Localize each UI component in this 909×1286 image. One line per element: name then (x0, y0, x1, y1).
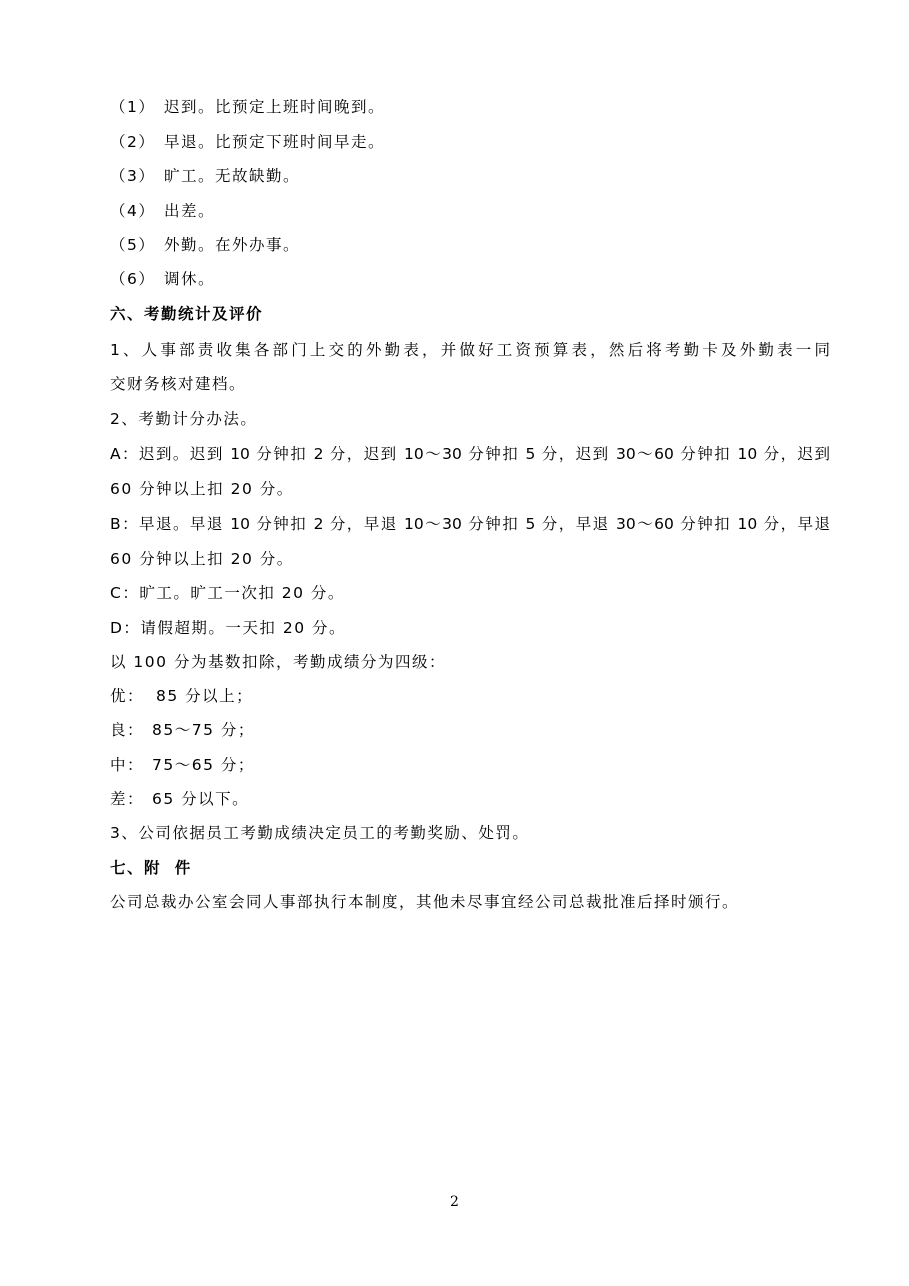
rule-b-line: B：早退。早退 10 分钟扣 2 分，早退 10～30 分钟扣 5 分，早退 30～60 分钟扣 10 分，早退 (110, 515, 830, 533)
rule-b-line: 60 分钟以上扣 20 分。 (110, 550, 294, 568)
list-item-text: 外勤。在外办事。 (164, 236, 301, 254)
grade-text: 65 分以下。 (152, 790, 250, 808)
list-item-number: （3） (110, 167, 156, 185)
list-item-text: 调休。 (164, 270, 216, 288)
list-item (110, 132, 830, 152)
grade-label: 良： (110, 721, 145, 739)
section-heading: 六、考勤统计及评价 (110, 305, 264, 323)
paragraph-line: 3、公司依据员工考勤成绩决定员工的考勤奖励、处罚。 (110, 824, 530, 842)
grade-item (110, 789, 830, 809)
rule-c: C：旷工。旷工一次扣 20 分。 (110, 584, 345, 602)
grade-text: 85 分以上； (156, 687, 254, 705)
list-item-text: 出差。 (164, 202, 216, 220)
grade-text: 85～75 分； (152, 721, 255, 739)
list-item-number: （1） (110, 98, 156, 116)
section-heading: 七、附 件 (110, 859, 192, 877)
list-item-number: （4） (110, 202, 156, 220)
rule-a-line: A：迟到。迟到 10 分钟扣 2 分，迟到 10～30 分钟扣 5 分，迟到 30～60 分钟扣 10 分，迟到 (110, 445, 830, 463)
grade-item (110, 720, 830, 740)
list-item-number: （5） (110, 236, 156, 254)
list-item-text: 早退。比预定下班时间早走。 (164, 133, 386, 151)
paragraph-line: 2、考勤计分办法。 (110, 410, 258, 428)
list-item (110, 235, 830, 255)
list-item-text: 旷工。无故缺勤。 (164, 167, 301, 185)
list-item-text: 迟到。比预定上班时间晚到。 (164, 98, 386, 116)
grade-item (110, 686, 830, 706)
list-item-number: （6） (110, 270, 156, 288)
list-item (110, 269, 830, 289)
grade-text: 75～65 分； (152, 756, 255, 774)
page-number: 2 (450, 1194, 459, 1210)
grade-label: 差： (110, 790, 145, 808)
grading-intro: 以 100 分为基数扣除，考勤成绩分为四级： (110, 653, 446, 671)
grade-label: 优： (110, 687, 145, 705)
grade-label: 中： (110, 756, 145, 774)
paragraph-line: 公司总裁办公室会同人事部执行本制度，其他未尽事宜经公司总裁批准后择时颁行。 (110, 893, 740, 911)
rule-a-line: 60 分钟以上扣 20 分。 (110, 480, 294, 498)
list-item-number: （2） (110, 133, 156, 151)
paragraph-line: 1、人事部责收集各部门上交的外勤表，并做好工资预算表，然后将考勤卡及外勤表一同 (110, 341, 830, 359)
paragraph-line: 交财务核对建档。 (110, 375, 247, 393)
list-item (110, 97, 830, 117)
list-item (110, 201, 830, 221)
grade-item (110, 755, 830, 775)
rule-d: D：请假超期。一天扣 20 分。 (110, 619, 347, 637)
list-item (110, 166, 830, 186)
